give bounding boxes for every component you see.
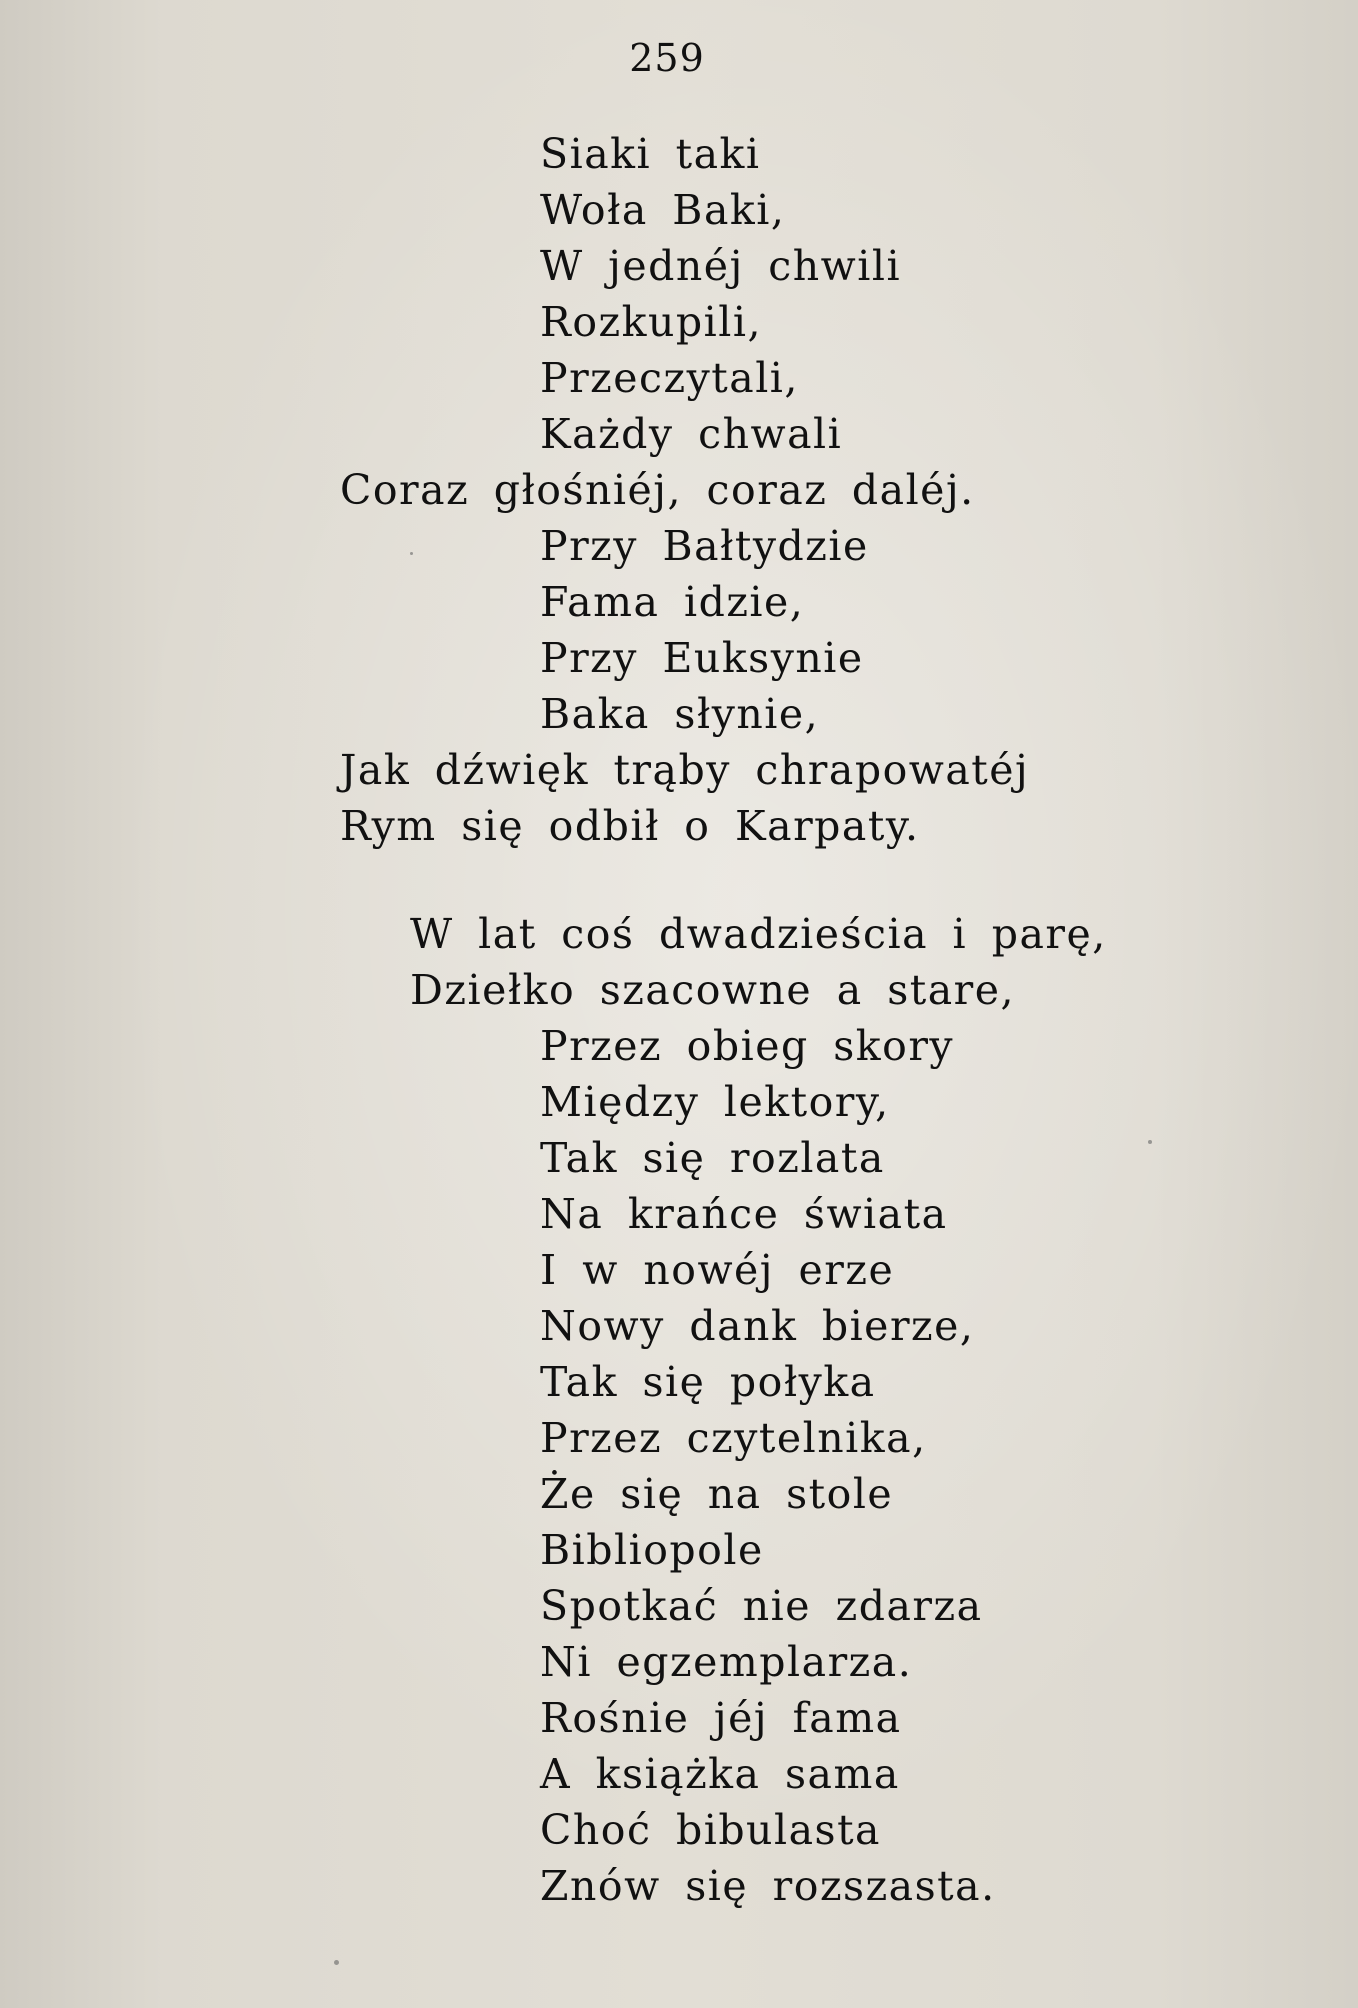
- verse-line: Coraz głośniéj, coraz daléj.: [340, 466, 975, 514]
- verse-line: Rośnie jéj fama: [540, 1694, 902, 1742]
- verse-line: Rozkupili,: [540, 298, 763, 346]
- verse-line: Bibliopole: [540, 1526, 764, 1574]
- paper-speck: [334, 1960, 339, 1965]
- verse-line: Siaki taki: [540, 130, 761, 178]
- verse-line: Ni egzemplarza.: [540, 1638, 913, 1686]
- paper-speck: [1148, 1140, 1152, 1144]
- verse-line: Dziełko szacowne a stare,: [410, 966, 1016, 1014]
- verse-line: Przy Euksynie: [540, 634, 864, 682]
- verse-line: Na krańce świata: [540, 1190, 948, 1238]
- verse-line: W lat coś dwadzieścia i parę,: [410, 910, 1107, 958]
- verse-line: Tak się rozlata: [540, 1134, 885, 1182]
- verse-line: A książka sama: [540, 1750, 900, 1798]
- verse-line: Tak się połyka: [540, 1358, 876, 1406]
- verse-line: Każdy chwali: [540, 410, 843, 458]
- verse-line: Spotkać nie zdarza: [540, 1582, 983, 1630]
- verse-line: Przez czytelnika,: [540, 1414, 927, 1462]
- verse-line: W jednéj chwili: [540, 242, 902, 290]
- verse-line: Znów się rozszasta.: [540, 1862, 996, 1910]
- verse-line: Przeczytali,: [540, 354, 799, 402]
- verse-line: Nowy dank bierze,: [540, 1302, 975, 1350]
- verse-line: Że się na stole: [540, 1470, 894, 1518]
- verse-line: Między lektory,: [540, 1078, 890, 1126]
- verse-line: Choć bibulasta: [540, 1806, 881, 1854]
- page-number: 259: [629, 36, 705, 80]
- verse-line: Przez obieg skory: [540, 1022, 955, 1070]
- verse-line: Fama idzie,: [540, 578, 805, 626]
- verse-line: Woła Baki,: [540, 186, 786, 234]
- paper-speck: [410, 552, 413, 555]
- verse-line: I w nowéj erze: [540, 1246, 895, 1294]
- verse-line: Przy Bałtydzie: [540, 522, 869, 570]
- verse-line: Jak dźwięk trąby chrapowatéj: [340, 746, 1030, 794]
- verse-line: Rym się odbił o Karpaty.: [340, 802, 920, 850]
- verse-line: Baka słynie,: [540, 690, 820, 738]
